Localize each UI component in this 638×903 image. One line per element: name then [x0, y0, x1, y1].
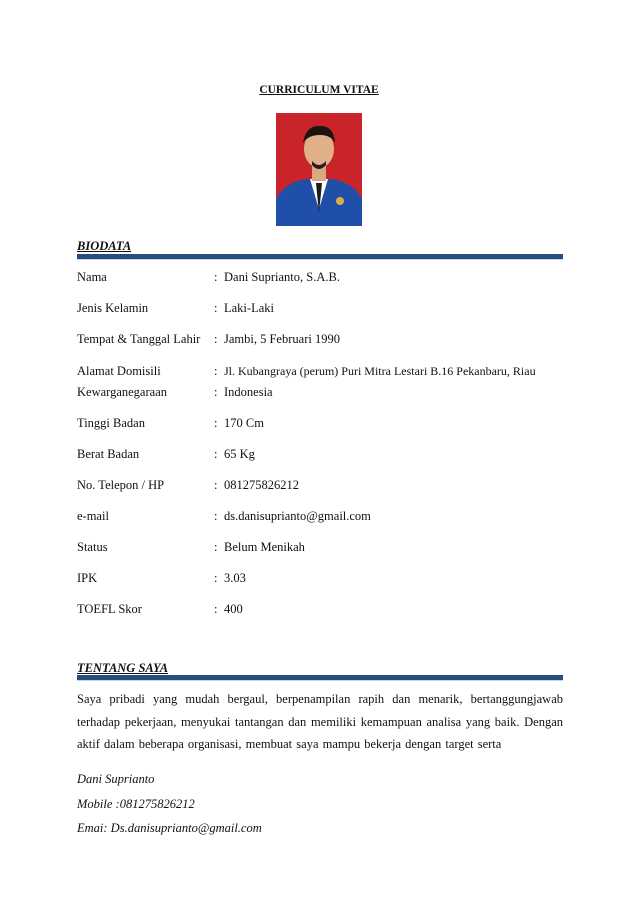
- field-label: Nama: [77, 270, 107, 284]
- field-label: Berat Badan: [77, 447, 140, 461]
- field-label: IPK: [77, 571, 98, 585]
- field-label: Tempat & Tanggal Lahir: [77, 332, 201, 346]
- field-value: 3.03: [224, 571, 246, 585]
- field-row-nama: [77, 268, 563, 286]
- field-colon: :: [214, 478, 218, 492]
- field-value: Indonesia: [224, 385, 273, 399]
- field-row-jenis-kelamin: [77, 299, 563, 317]
- field-label: Alamat Domisili: [77, 364, 161, 378]
- field-colon: :: [214, 364, 218, 378]
- field-colon: :: [214, 332, 218, 346]
- field-value: ds.danisuprianto@gmail.com: [224, 509, 371, 523]
- field-row-status: [77, 538, 563, 556]
- biodata-divider: [77, 254, 563, 260]
- field-row-telepon: [77, 476, 563, 494]
- field-value: 170 Cm: [224, 416, 264, 430]
- field-colon: :: [214, 447, 218, 461]
- field-label: e-mail: [77, 509, 109, 523]
- field-colon: :: [214, 540, 218, 554]
- field-row-berat-badan: [77, 445, 563, 463]
- field-label: Status: [77, 540, 108, 554]
- field-row-tempat-tanggal-lahir: [77, 330, 563, 348]
- signature-mobile: Mobile :081275826212: [77, 797, 195, 811]
- field-colon: :: [214, 602, 218, 616]
- field-value: 081275826212: [224, 478, 299, 492]
- field-label: Kewarganegaraan: [77, 385, 167, 399]
- field-row-tinggi-badan: [77, 414, 563, 432]
- biodata-heading: BIODATA: [77, 239, 132, 253]
- field-label: Jenis Kelamin: [77, 301, 149, 315]
- field-row-ipk: [77, 569, 563, 587]
- person-portrait-icon: [276, 113, 362, 226]
- field-row-email: [77, 507, 563, 525]
- field-value: Dani Suprianto, S.A.B.: [224, 270, 340, 284]
- field-value: 65 Kg: [224, 447, 255, 461]
- about-heading: TENTANG SAYA: [77, 661, 169, 675]
- about-divider: [77, 675, 563, 681]
- field-label: Tinggi Badan: [77, 416, 145, 430]
- field-row-toefl: [77, 600, 563, 618]
- field-value: Jl. Kubangraya (perum) Puri Mitra Lestari B.16 Pekanbaru, Riau: [224, 364, 536, 378]
- field-label: TOEFL Skor: [77, 602, 142, 616]
- field-colon: :: [214, 416, 218, 430]
- field-value: Jambi, 5 Februari 1990: [224, 332, 340, 346]
- about-paragraph: Saya pribadi yang mudah bergaul, berpenampilan rapih dan menarik, bertanggungjawab terhadap pekerjaan, menyukai tantangan dan memiliki kemampuan analisa yang baik. Dengan aktif dalam beberapa organisasi, membuat saya mampu bekerja dengan target serta: [77, 692, 563, 752]
- field-row-kewarganegaraan: [77, 383, 563, 401]
- signature-name: Dani Suprianto: [77, 772, 155, 786]
- field-value: 400: [224, 602, 243, 616]
- field-colon: :: [214, 571, 218, 585]
- field-colon: :: [214, 509, 218, 523]
- document-title: CURRICULUM VITAE: [259, 84, 379, 96]
- field-label: No. Telepon / HP: [77, 478, 165, 492]
- signature-email: Emai: Ds.danisuprianto@gmail.com: [77, 821, 262, 835]
- profile-photo: [276, 113, 362, 226]
- field-row-alamat: [77, 362, 563, 380]
- field-colon: :: [214, 301, 218, 315]
- field-colon: :: [214, 385, 218, 399]
- field-colon: :: [214, 270, 218, 284]
- field-value: Laki-Laki: [224, 301, 274, 315]
- field-value: Belum Menikah: [224, 540, 305, 554]
